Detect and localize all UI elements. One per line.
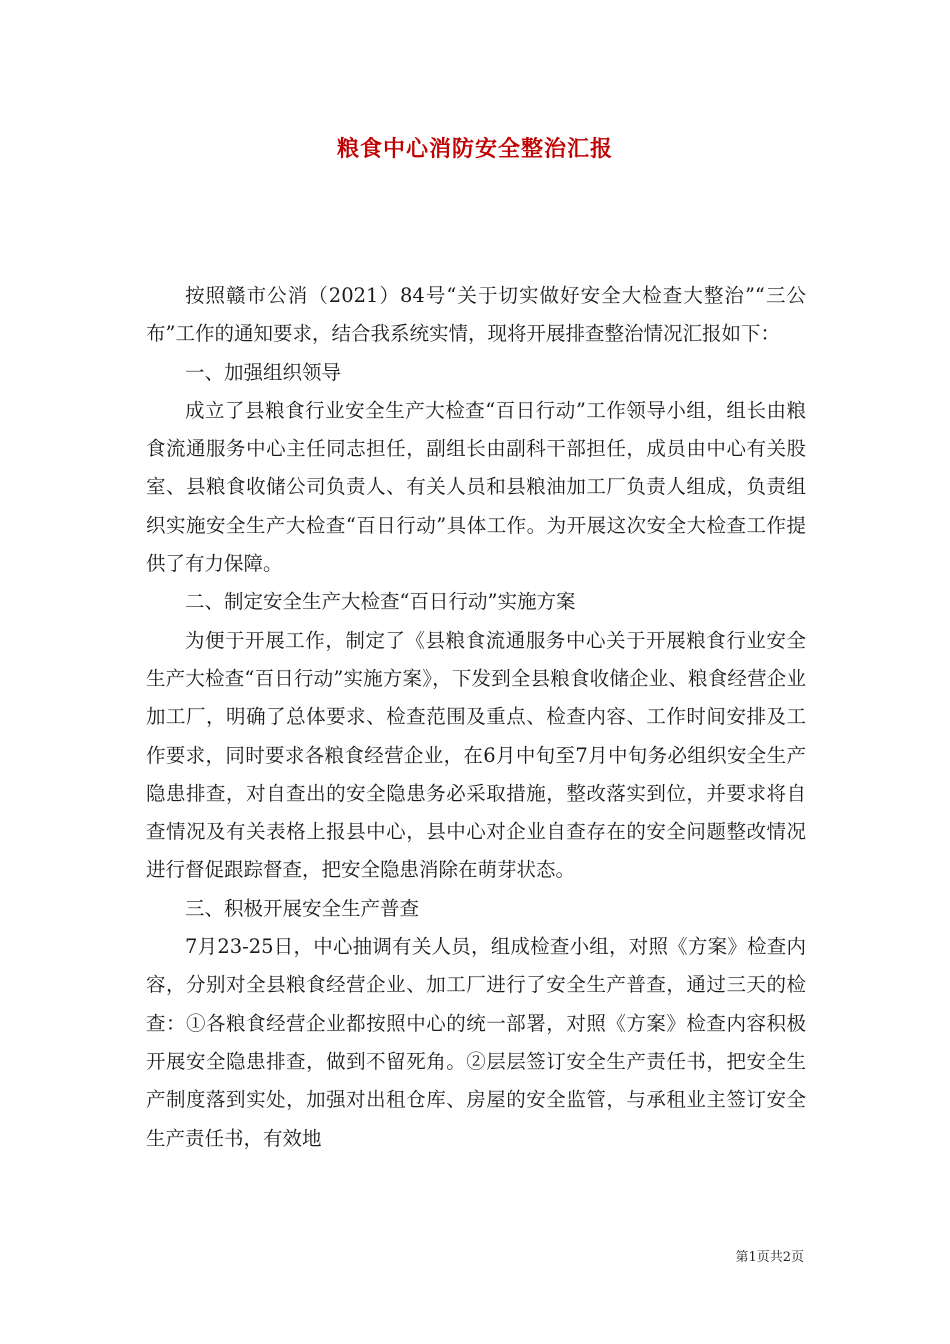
section-heading-2: 二、制定安全生产大检查“百日行动”实施方案 bbox=[185, 590, 576, 614]
intro-paragraph: 按照赣市公消（2021）84号“关于切实做好安全大检查大整治”“三公布”工作的通知要求，结合我系统实情，现将开展排查整治情况汇报如下： bbox=[146, 284, 806, 346]
document-body bbox=[146, 277, 806, 1158]
section-3-paragraph: 7月23-25日，中心抽调有关人员，组成检查小组，对照《方案》检查内容，分别对全县粮食经营企业、加工厂进行了安全生产普查，通过三天的检查：①各粮食经营企业都按照中心的统一部署，对照《方案》检查内容积极开展安全隐患排查，做到不留死角。②层层签订安全生产责任书，把安全生产制度落到实处，加强对出租仓库、房屋的安全监管，与承租业主签订安全生产责任书，有效地 bbox=[146, 935, 806, 1150]
page-number: 第1页共2页 bbox=[735, 1250, 804, 1265]
section-heading-3: 三、积极开展安全生产普查 bbox=[185, 896, 420, 920]
section-heading-1: 一、加强组织领导 bbox=[185, 360, 342, 384]
section-1-paragraph: 成立了县粮食行业安全生产大检查“百日行动”工作领导小组，组长由粮食流通服务中心主任同志担任，副组长由副科干部担任，成员由中心有关股室、县粮食收储公司负责人、有关人员和县粮油加工厂负责人组成，负责组织实施安全生产大检查“百日行动”具体工作。为开展这次安全大检查工作提供了有力保障。 bbox=[146, 398, 806, 576]
section-2-paragraph: 为便于开展工作，制定了《县粮食流通服务中心关于开展粮食行业安全生产大检查“百日行动”实施方案》，下发到全县粮食收储企业、粮食经营企业加工厂，明确了总体要求、检查范围及重点、检查内容、工作时间安排及工作要求，同时要求各粮食经营企业，在6月中旬至7月中旬务必组织安全生产隐患排查，对自查出的安全隐患务必采取措施，整改落实到位，并要求将自查情况及有关表格上报县中心，县中心对企业自查存在的安全问题整改情况进行督促跟踪督查，把安全隐患消除在萌芽状态。 bbox=[146, 628, 806, 882]
document-title: 粮食中心消防安全整治汇报 bbox=[336, 136, 613, 162]
